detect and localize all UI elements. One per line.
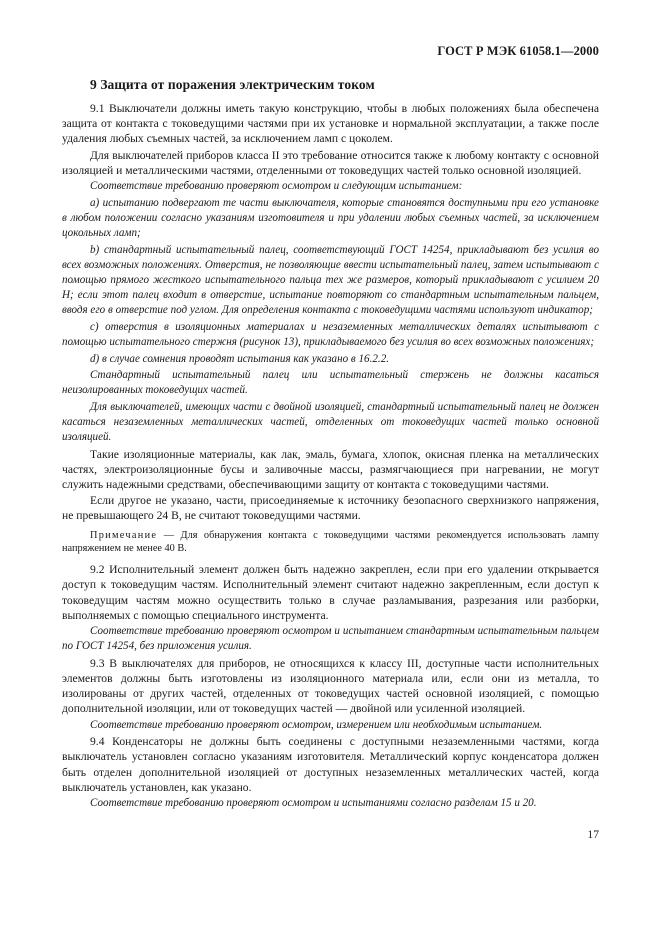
note-label: Примечание — [90, 529, 158, 541]
document-header: ГОСТ Р МЭК 61058.1—2000 — [437, 44, 599, 58]
page-number: 17 — [587, 828, 599, 841]
paragraph: a) испытанию подвергают те части выключателя, которые становятся доступными при его установке в любом положении согласно указаниям изготовителя и при удалении любых съемных частей, за исключением цокольных ламп; — [62, 197, 599, 240]
paragraph: 9.4 Конденсаторы не должны быть соединены с доступными незаземленными частями, когда выключатель установлен согласно указаниям изготовителя. Металлический корпус конденсатора должен быть отделен дополнительной изоляцией от доступных незаземленных металлических частей, когда выключатель установлен, как указано. — [62, 735, 599, 794]
section-title: 9 Защита от поражения электрическим током — [90, 77, 375, 92]
paragraph: 9.3 В выключателях для приборов, не относящихся к классу III, доступные части исполнительных элементов должны быть изготовлены из изоляционного материала или, если они из металла, то изолированы от других частей, отделенных от токоведущих частей основной изоляцией, с помощью дополнительной изоляции, или от токоведущих частей — двойной или усиленной изоляцией. — [62, 656, 599, 716]
paragraph: 9.2 Исполнительный элемент должен быть надежно закреплен, если при его удалении открывается доступ к токоведущим частям. Исполнительный элемент считают надежно закрепленным, если доступ к токоведущим частям можно осуществить только в случае разламывания, разрезания или разборки, выполняемых с помощью специального инструмента. — [62, 563, 599, 622]
document-body — [62, 101, 599, 813]
paragraph: d) в случае сомнения проводят испытания как указано в 16.2.2. — [90, 352, 390, 365]
paragraph: Такие изоляционные материалы, как лак, эмаль, бумага, хлопок, окисная пленка на металлических частях, электроизоляционные бусы и заливочные массы, размягчающиеся при нагревании, не могут служить надежными средствами, обеспечивающими защиту от контакта с токоведущими частями. — [62, 447, 599, 491]
paragraph: b) стандартный испытательный палец, соответствующий ГОСТ 14254, прикладывают без усилия во всех возможных положениях. Отверстия, не позволяющие ввести испытательный палец, затем испытывают с помощью прямого жесткого испытательного пальца тех же размеров, который прикладывают с усилием 20 Н; если этот палец входит в отверстие, испытание повторяют со стандартным испытательным пальцем, вводя его в отверстие под углом. Для определения контакта с токоведущими частями используют индикатор; — [62, 243, 599, 317]
paragraph: Соответствие требованию проверяют осмотром и испытаниями согласно разделам 15 и 20. — [90, 797, 537, 810]
paragraph: Стандартный испытательный палец или испытательный стержень не должны касаться неизолированных токоведущих частей. — [62, 369, 599, 397]
note-text: — Для обнаружения контакта с токоведущими частями рекомендуется использовать лампу напряжением не менее 40 В. — [62, 529, 599, 554]
paragraph: 9.1 Выключатели должны иметь такую конструкцию, чтобы в любых положениях была обеспечена защита от контакта с токоведущими частями при их установке и нормальной эксплуатации, а также после удаления любых съемных частей, за исключением ламп с цоколем. — [62, 102, 599, 146]
paragraph: Соответствие требованию проверяют осмотром и следующим испытанием: — [90, 180, 463, 193]
paragraph: Для выключателей, имеющих части с двойной изоляцией, стандартный испытательный палец не должен касаться незаземленных металлических частей, отделенных от токоведущих частей только основной изоляцией. — [62, 400, 599, 443]
paragraph: Для выключателей приборов класса II это требование относится также к любому контакту с основной изоляцией и металлическими частями, отделенными от токоведущих частей только основной изоляцией. — [62, 148, 599, 177]
paragraph: c) отверстия в изоляционных материалах и незаземленных металлических деталях испытывают с помощью испытательного стержня (рисунок 13), прикладываемого без усилия во всех возможных положениях; — [62, 320, 599, 348]
paragraph: Соответствие требованию проверяют осмотром, измерением или необходимым испытанием. — [90, 718, 543, 731]
paragraph: Если другое не указано, части, присоединяемые к источнику безопасного сверхнизкого напряжения, не превышающего 24 В, не считают токоведущими частями. — [62, 494, 599, 523]
paragraph: Соответствие требованию проверяют осмотром и испытанием стандартным испытательным пальцем по ГОСТ 14254, без приложения усилия. — [62, 625, 599, 653]
note-paragraph — [62, 529, 599, 556]
